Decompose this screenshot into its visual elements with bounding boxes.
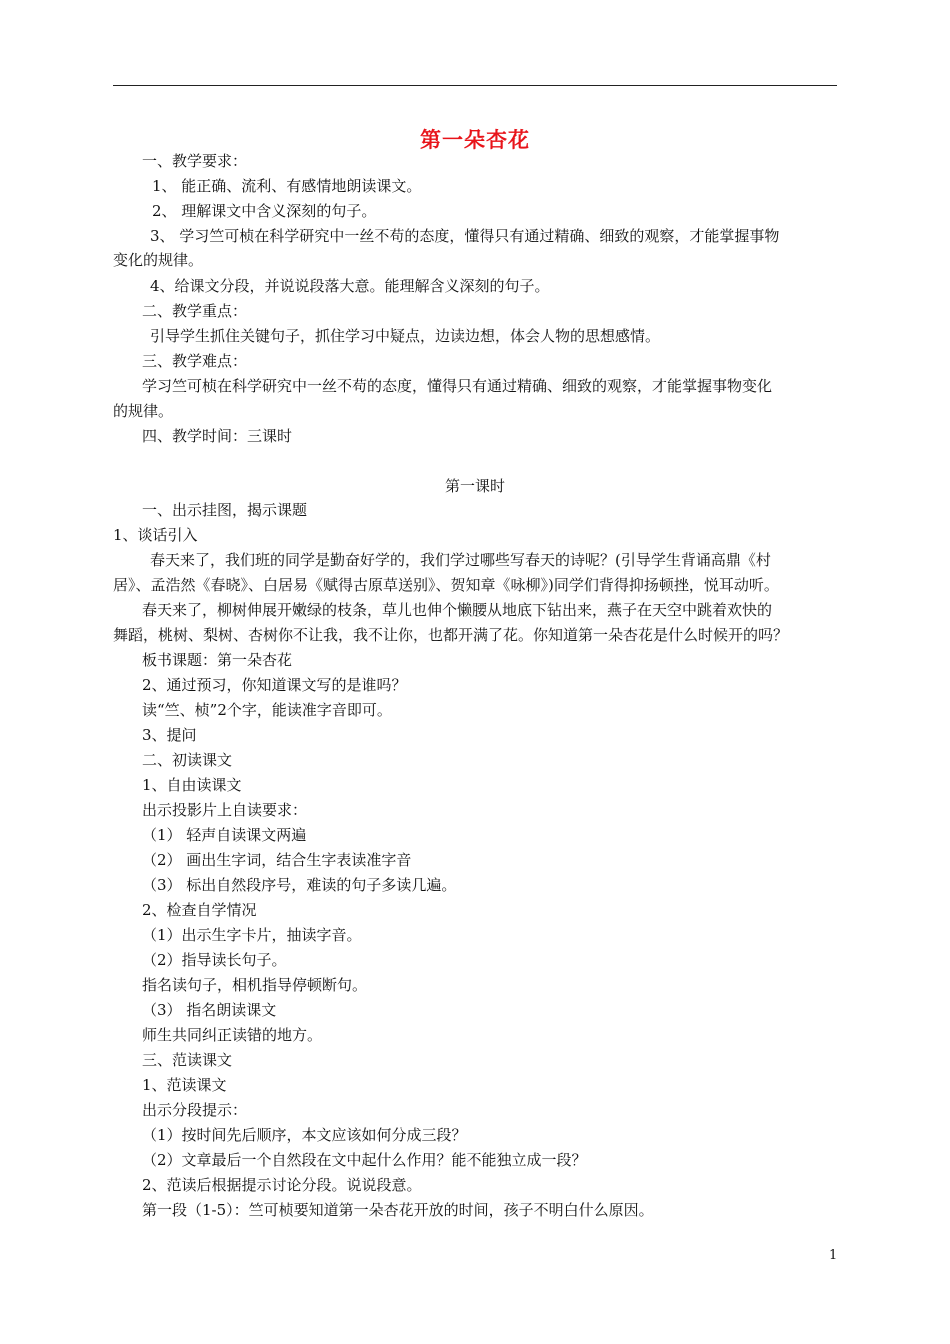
text-line: 1、 能正确、流利、有感情地朗读课文。 — [152, 177, 422, 195]
text-line: 二、初读课文 — [142, 751, 233, 769]
text-line: （1）按时间先后顺序，本文应该如何分成三段？ — [142, 1126, 467, 1144]
text-line: （1） 轻声自读课文两遍 — [142, 826, 307, 844]
text-line: 指名读句子，相机指导停顿断句。 — [142, 976, 368, 994]
text-line: （1）出示生字卡片，抽读字音。 — [142, 926, 362, 944]
text-line: 第一段（1-5）：竺可桢要知道第一朵杏花开放的时间，孩子不明白什么原因。 — [142, 1201, 654, 1219]
text-line: 三、范读课文 — [142, 1051, 233, 1069]
text-line: 引导学生抓住关键句子，抓住学习中疑点，边读边想，体会人物的思想感情。 — [150, 327, 661, 345]
document-title: 第一朵杏花 — [420, 128, 530, 152]
text-line: 一、教学要求： — [142, 152, 248, 170]
text-line: 学习竺可桢在科学研究中一丝不苟的态度，懂得只有通过精确、细致的观察，才能掌握事物变化 — [142, 377, 773, 395]
text-line: 2、范读后根据提示讨论分段。说说段意。 — [142, 1176, 422, 1194]
text-line: 1、自由读课文 — [142, 776, 242, 794]
text-line: 4、给课文分段，并说说段落大意。能理解含义深刻的句子。 — [150, 277, 550, 295]
text-line: 出示投影片上自读要求： — [142, 801, 308, 819]
text-line: 2、通过预习，你知道课文写的是谁吗？ — [142, 676, 407, 694]
text-line: 1、范读课文 — [142, 1076, 227, 1094]
text-line: （2） 画出生字词，结合生字表读准字音 — [142, 851, 412, 869]
text-line: 3、 学习竺可桢在科学研究中一丝不苟的态度，懂得只有通过精确、细致的观察，才能掌握事物 — [150, 227, 780, 245]
text-line: 2、 理解课文中含义深刻的句子。 — [152, 202, 377, 220]
text-line: 春天来了，柳树伸展开嫩绿的枝条，草儿也伸个懒腰从地底下钻出来，燕子在天空中跳着欢快的 — [142, 601, 773, 619]
text-line: 居》、孟浩然《春晓》、白居易《赋得古原草送别》、贺知章《咏柳》)同学们背得抑扬顿挫，悦耳动听。 — [113, 576, 779, 594]
text-line: （3） 指名朗读课文 — [142, 1001, 277, 1019]
text-line: （2）指导读长句子。 — [142, 951, 287, 969]
header-rule — [113, 85, 837, 86]
text-line: 舞蹈，桃树、梨树、杏树你不让我，我不让你，也都开满了花。你知道第一朵杏花是什么时候开的吗？ — [113, 626, 789, 644]
text-line: 的规律。 — [113, 402, 174, 420]
text-line: 春天来了，我们班的同学是勤奋好学的，我们学过哪些写春天的诗呢？(引导学生背诵高鼎《村 — [150, 551, 771, 569]
text-line: 二、教学重点： — [142, 302, 248, 320]
text-line: 四、教学时间：三课时 — [142, 427, 293, 445]
text-line: （2）文章最后一个自然段在文中起什么作用？能不能独立成一段？ — [142, 1151, 587, 1169]
text-line: 一、出示挂图，揭示课题 — [142, 501, 308, 519]
text-line: 3、提问 — [142, 726, 197, 744]
text-line: （3） 标出自然段序号，难读的句子多读几遍。 — [142, 876, 457, 894]
text-line: 2、检查自学情况 — [142, 901, 257, 919]
text-line: 三、教学难点： — [142, 352, 248, 370]
lesson-heading: 第一课时 — [444, 477, 505, 495]
text-line: 读“竺、桢”2个字，能读准字音即可。 — [142, 701, 392, 719]
text-line: 变化的规律。 — [113, 251, 204, 269]
text-line: 师生共同纠正读错的地方。 — [142, 1026, 323, 1044]
text-line: 出示分段提示： — [142, 1101, 248, 1119]
page-number: 1 — [829, 1248, 838, 1263]
text-line: 板书课题：第一朵杏花 — [142, 651, 293, 669]
text-line: 1、谈话引入 — [113, 526, 198, 544]
